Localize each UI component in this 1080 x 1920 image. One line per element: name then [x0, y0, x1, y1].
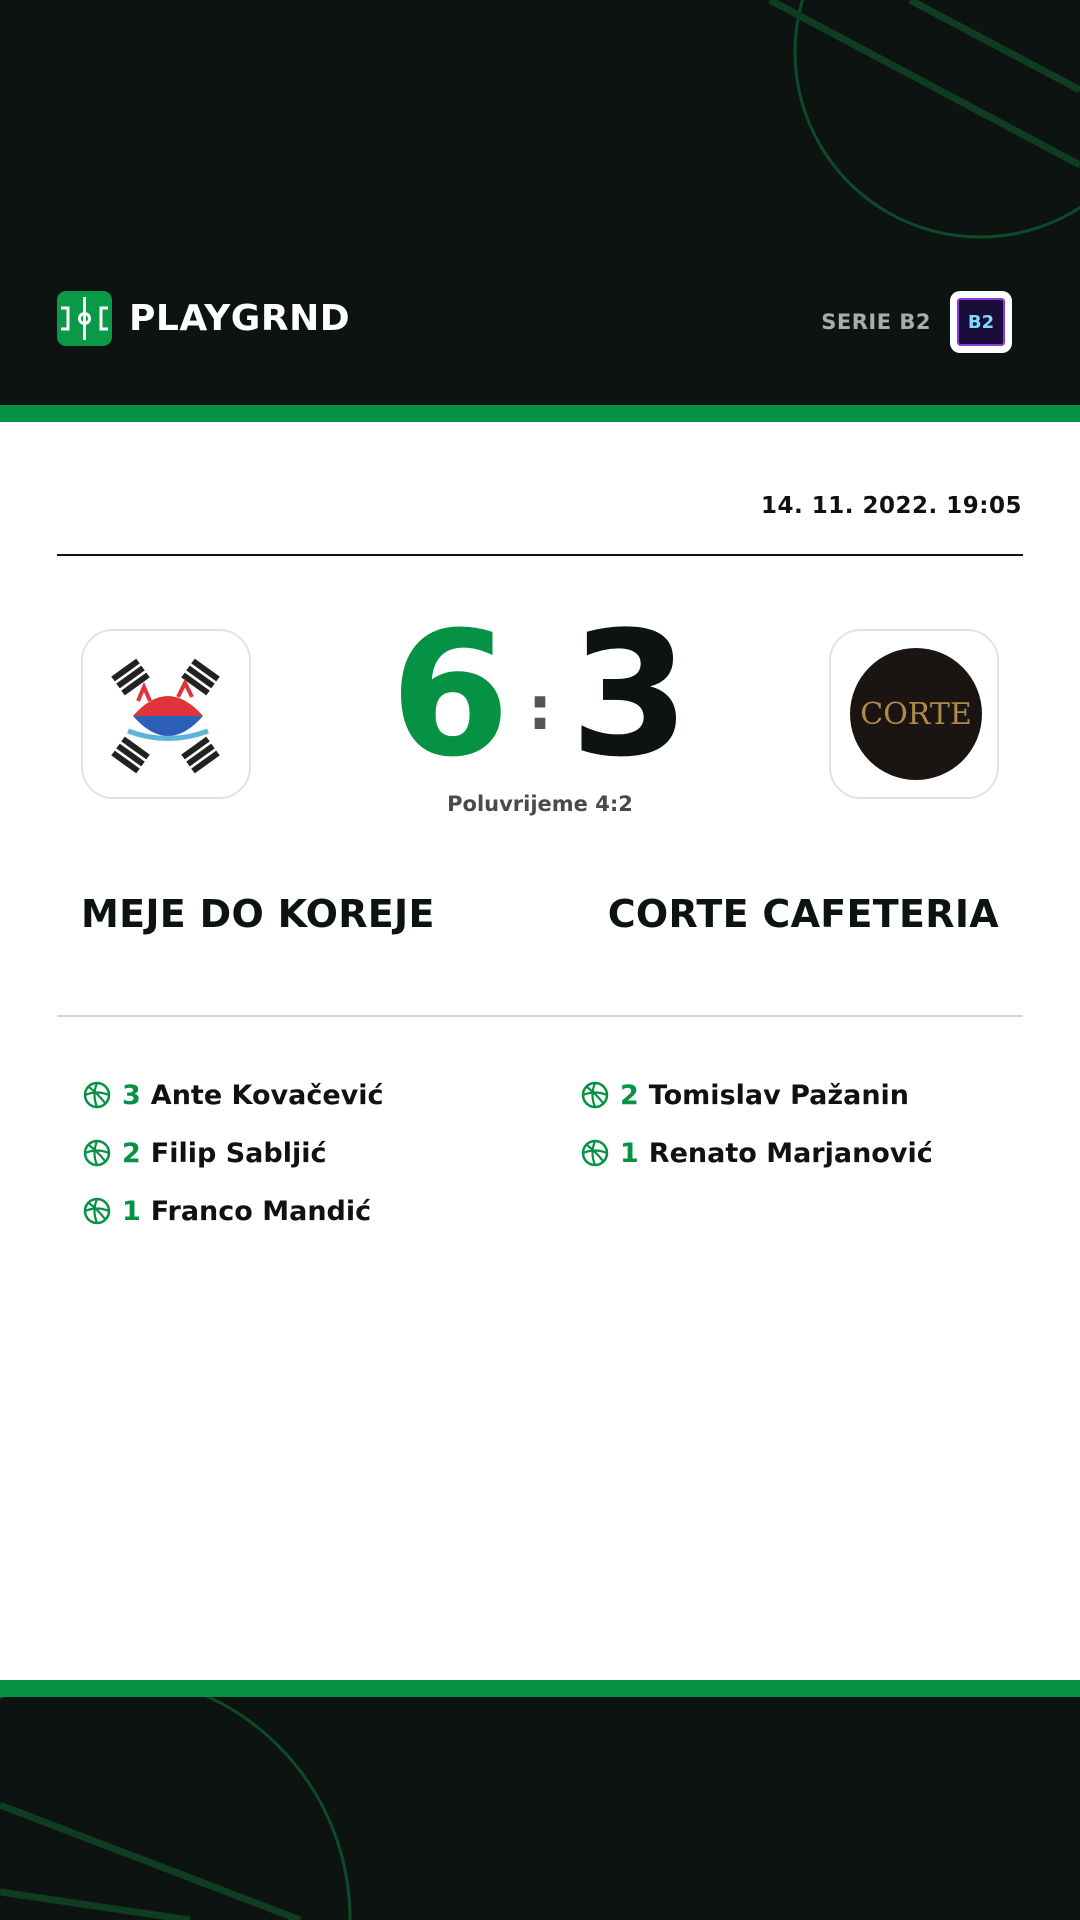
goal-count: 2 — [122, 1137, 141, 1169]
home-score: 6 — [390, 594, 510, 795]
player-name: Filip Sabljić — [150, 1137, 327, 1169]
away-score: 3 — [570, 594, 690, 795]
scorer-row — [580, 1124, 933, 1182]
league[interactable] — [821, 291, 1012, 353]
soccer-ball-icon — [580, 1080, 610, 1110]
scorer-row — [82, 1124, 384, 1182]
footer-accent-stripe — [0, 1680, 1080, 1697]
home-scorers-list — [82, 1066, 384, 1240]
away-team-crest[interactable] — [829, 629, 999, 799]
scorer-row — [82, 1066, 384, 1124]
goal-count: 1 — [122, 1195, 141, 1227]
away-scorers-list — [580, 1066, 933, 1182]
brand-name: PLAYGRND — [129, 298, 351, 339]
player-name: Ante Kovačević — [150, 1079, 384, 1111]
football-pitch-icon — [57, 291, 112, 346]
soccer-ball-icon — [580, 1138, 610, 1168]
halftime-score: Poluvrijeme 4:2 — [447, 792, 633, 816]
scorer-row — [82, 1182, 384, 1240]
pitch-lines-decoration — [0, 1697, 1080, 1920]
score-separator: : — [528, 674, 552, 744]
header — [0, 0, 1080, 405]
player-name: Tomislav Pažanin — [648, 1079, 910, 1111]
player-name: Franco Mandić — [150, 1195, 372, 1227]
corte-logo-icon — [831, 631, 999, 799]
goal-count: 3 — [122, 1079, 141, 1111]
home-team-crest[interactable] — [81, 629, 251, 799]
soccer-ball-icon — [82, 1196, 112, 1226]
brand[interactable] — [57, 291, 350, 346]
away-team-name: CORTE CAFETERIA — [607, 892, 999, 936]
league-badge-label: B2 — [957, 298, 1005, 346]
divider — [57, 1015, 1023, 1017]
divider — [57, 554, 1023, 556]
scorer-row — [580, 1066, 933, 1124]
home-team-name: MEJE DO KOREJE — [81, 892, 435, 936]
footer — [0, 1697, 1080, 1920]
league-name: SERIE B2 — [821, 310, 931, 334]
player-name: Renato Marjanović — [648, 1137, 933, 1169]
goal-count: 2 — [620, 1079, 639, 1111]
korea-flag-crest-icon — [83, 631, 251, 799]
goal-count: 1 — [620, 1137, 639, 1169]
header-accent-stripe — [0, 405, 1080, 422]
soccer-ball-icon — [82, 1138, 112, 1168]
league-badge — [950, 291, 1012, 353]
scoreline — [390, 594, 690, 795]
match-datetime: 14. 11. 2022. 19:05 — [761, 493, 1022, 519]
corte-logo-text: CORTE — [860, 697, 972, 732]
soccer-ball-icon — [82, 1080, 112, 1110]
